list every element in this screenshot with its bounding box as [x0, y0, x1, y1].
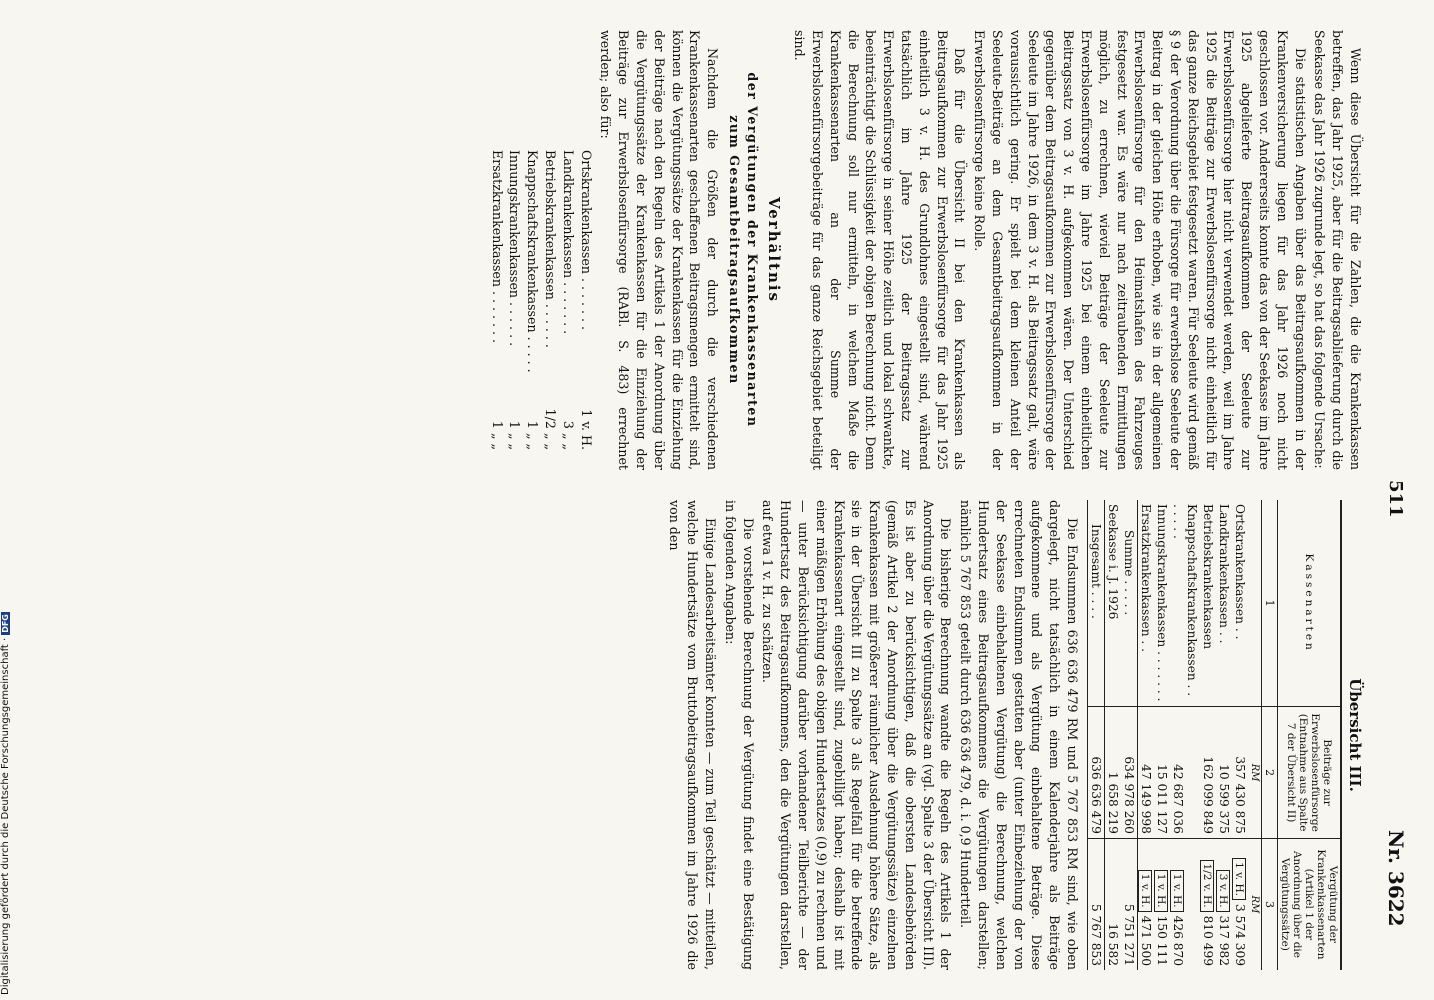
paragraph: Die Endsummen 636 636 479 RM und 5 767 853 RM sind, wie oben dargelegt, nicht tatsächlich in einem Kalenderjahre als Beiträge aufgekommene und als Vergütung einbehaltene Beträge. Diese errechneten Endsummen gestatten aber (unter Einbeziehung der von der Seekasse einbehaltenen Vergütung) die Berechnung, welchen Hundertsatz eines Beitragsaufkommens die Vergütungen darstellen; nämlich 5 767 853 geteilt durch 636 636 479, d. i. 0,9 Hundertteil. — [958, 500, 1080, 970]
overview-table-block — [664, 500, 1364, 970]
issue-number: Nr. 3622 — [1384, 830, 1408, 927]
col-header-verguetung: Vergütung der Krankenkassenarten (Artikel 1 der Anordnung über die Vergütungssätze) — [1278, 838, 1341, 970]
table-row: Knappschaftskrankenkassen . . . . . . . 42 687 036 1 v. H.426 870 — [1170, 500, 1200, 970]
table-seekasse-row: Seekasse i. J. 1926 1 658 219 16 582 — [1105, 500, 1122, 970]
paragraph: Die statistischen Angaben über das Beitragsaufkommen in der Krankenversicherung liegen für das Jahr 1926 noch nicht geschlossen vor. Andererseits konnte das von der Seekasse im Jahre 1925 abgelieferte Beitragsaufkommen der Seeleute zur Erwerbslosenfürsorge hier nicht verwendet werden, weil im Jahre 1925 die Beiträge zur Erwerbslosenfürsorge nicht einheitlich für das ganze Reichsgebiet festgesetzt waren. Für Seeleute wird gemäß § 9 der Verordnung über die Fürsorge für erwerbslose Seeleute der Beitrag in der gleichen Höhe erhoben, wie sie in der allgemeinen Erwerbslosenfürsorge für den Heimatshafen des Fahrzeuges festgesetzt war. Es wäre nur nach zeitraubenden Ermittlungen möglich, zu errechnen, wieviel Beiträge der Seeleute zur Erwerbslosenfürsorge im Jahre 1925 bei einem einheitlichen Beitragssatz von 3 v. H. aufgekommen wären. Der Unterschied gegenüber dem Beitragsaufkommen zur Erwerbslosenfürsorge der Seeleute im Jahre 1926, in dem 3 v. H. als Beitragssatz galt, wäre voraussichtlich gering. Er spielt bei dem kleinen Anteil der Seeleute-Beiträge an dem Gesamtbeitragsaufkommen in der Erwerbslosenfürsorge keine Rolle. — [972, 30, 1308, 470]
paragraph: Die bisherige Berechnung wandte die Regeln des Artikels 1 der Anordnung über die Vergütungssätze an (vgl. Spalte 3 der Übersicht III). Es ist aber zu berücksichtigen, daß die obersten Landesbehörden (gemäß Artikel 2 der Anordnung über die Vergütungssätze) einzelnen Krankenkassen mit größerer räumlicher Ausdehnung höhere Sätze, als sie in der Übersicht III zu Spalte 3 als Regelfall für die betreffende Krankenkassenart eingestellt sind, zugebilligt haben; deshalb ist mit einer mäßigen Erhöhung des obigen Hundertsatzes (0,9) zu rechnen und — unter Berücksichtigung darüber vorhandener Teilberichte — der Hundertsatz des Beitragsaufkommens, den die Vergütungen darstellen, auf etwa 1 v. H. zu schätzen. — [760, 500, 954, 970]
paragraph: Daß für die Übersicht II bei den Krankenkassen als Beitragsaufkommen zur Erwerbslosenfürsorge für das Jahr 1925 einheitlich 3 v. H. des Grundlohnes eingestellt sind, während tatsächlich im Jahre 1925 der Beitragssatz zur Erwerbslosenfürsorge in seiner Höhe zeitlich und lokal schwankte, beeinträchtigt die Schlüssigkeit der obigen Berechnung nicht. Denn die Berechnung soll nur ermitteln, in welchem Maße die Krankenkassenarten an der Summe der Erwerbslosenfürsorgebeiträge für das ganze Reichsgebiet beteiligt sind. — [792, 30, 968, 470]
ratio-row: Ortskrankenkassen . . . . . . . 1 v. H. — [578, 150, 594, 450]
ratio-row: Betriebskrankenkassen . . . . . . 1/2 „ „ — [542, 150, 558, 450]
overview-table: Kassenarten Beiträge zur Erwerbslosenfürsorge (Entnahme aus Spalte 7 der Übersicht II) Vergütung der Krankenkassenarten (Artikel 1 der Anordnung über die Vergütungssätze) 1 2 3 RM RM Ortskrankenkassen . . 357 430 875 1 v. H.3 574 309 Landkrankenkassen . . 10 599 375 3 v. H.317 982 Betriebskrankenkassen 162 099 849 1/2 v. H.810 499 Knappschaftskrankenkassen . . . . . . . 42 687 036 1 v. H.426 870 Innungskrankenkassen . . . . . . . 15 011 127 1 v. H.150 111 Ersatzkrankenkassen . . 47 149 998 1 v. H.471 500 Summe . . . . . 634 978 260 5 751 271 Seekasse i. J. 1926 1 658 219 16 582 Insgesamt . . . . 636 636 479 5 767 853 — [1088, 500, 1340, 970]
table-row: Ersatzkrankenkassen . . 47 149 998 1 v. H.471 500 — [1138, 500, 1155, 970]
ratio-title: Verhältnis — [765, 196, 784, 303]
table-row: Betriebskrankenkassen 162 099 849 1/2 v. H.810 499 — [1200, 500, 1216, 970]
table-row: Ortskrankenkassen . . 357 430 875 1 v. H.3 574 309 — [1232, 500, 1248, 970]
table-row: Innungskrankenkassen . . . . . . . 15 011 127 1 v. H.150 111 — [1154, 500, 1170, 970]
right-column-text — [666, 500, 1081, 970]
col-header-beitraege: Beiträge zur Erwerbslosenfürsorge (Entnahme aus Spalte 7 der Übersicht II) — [1278, 707, 1341, 839]
digitization-note: Digitalisierung gefördert durch die Deutsche Forschungsgemeinschaft ·DFG — [0, 614, 11, 995]
ratio-row: Landkrankenkassen . . . . . . . 3 „ „ — [560, 150, 576, 450]
ratio-row: Ersatzkrankenkassen . . . . . . . 1 „ „ — [489, 150, 505, 450]
table-title: Übersicht III. — [1346, 678, 1364, 792]
ratio-subtitle: der Vergütungen der Krankenkassenarten — [744, 72, 760, 428]
page-number: 511 — [1385, 480, 1406, 518]
ratio-row: Knappschaftskrankenkassen . . . . . 1 „ „ — [525, 150, 541, 450]
ratio-paragraph: Nachdem die Größen der durch die verschiedenen Krankenkassenarten geschaffenen Beitragsmengen ermittelt sind, können die Vergütungssätze der Krankenkassen für die Einziehung der Beiträge nach den Regeln des Artikels 1 der Anordnung über die Vergütungssätze der Krankenkassen für die Einziehung der Beiträge zur Erwerbslosenfürsorge (RABl. S. 483) errechnet werden; also für: — [598, 30, 721, 470]
ratio-row: Innungskrankenkassen . . . . . . 1 „ „ — [507, 150, 523, 450]
table-total-row: Insgesamt . . . . 636 636 479 5 767 853 — [1088, 500, 1105, 970]
ratio-subtitle-2: zum Gesamtbeitragsaufkommen — [726, 115, 742, 385]
paragraph: Einige Landesarbeitsämter konnten — zum Teil geschätzt — mitteilen, welche Hundertsätze vom Bruttobeitragsaufkommen im Jahre 1926 die von den — [667, 500, 719, 970]
col-header-kassenarten: Kassenarten — [1278, 500, 1341, 707]
table-row: Landkrankenkassen . . 10 599 375 3 v. H.317 982 — [1216, 500, 1232, 970]
paragraph: Wenn diese Übersicht für die Zahlen, die die Krankenkassen betreffen, das Jahr 1925, aber für die Beitragsablieferung durch die Seekasse das Jahr 1926 zugrunde legt, so hat das folgende Ursache: — [1312, 30, 1363, 470]
left-column — [488, 30, 1364, 470]
paragraph: Die vorstehende Berechnung der Vergütung findet eine Bestätigung in folgenden Angaben: — [722, 500, 756, 970]
dfg-logo: DFG — [1, 614, 10, 633]
table-sum-row: Summe . . . . . 634 978 260 5 751 271 — [1121, 500, 1138, 970]
